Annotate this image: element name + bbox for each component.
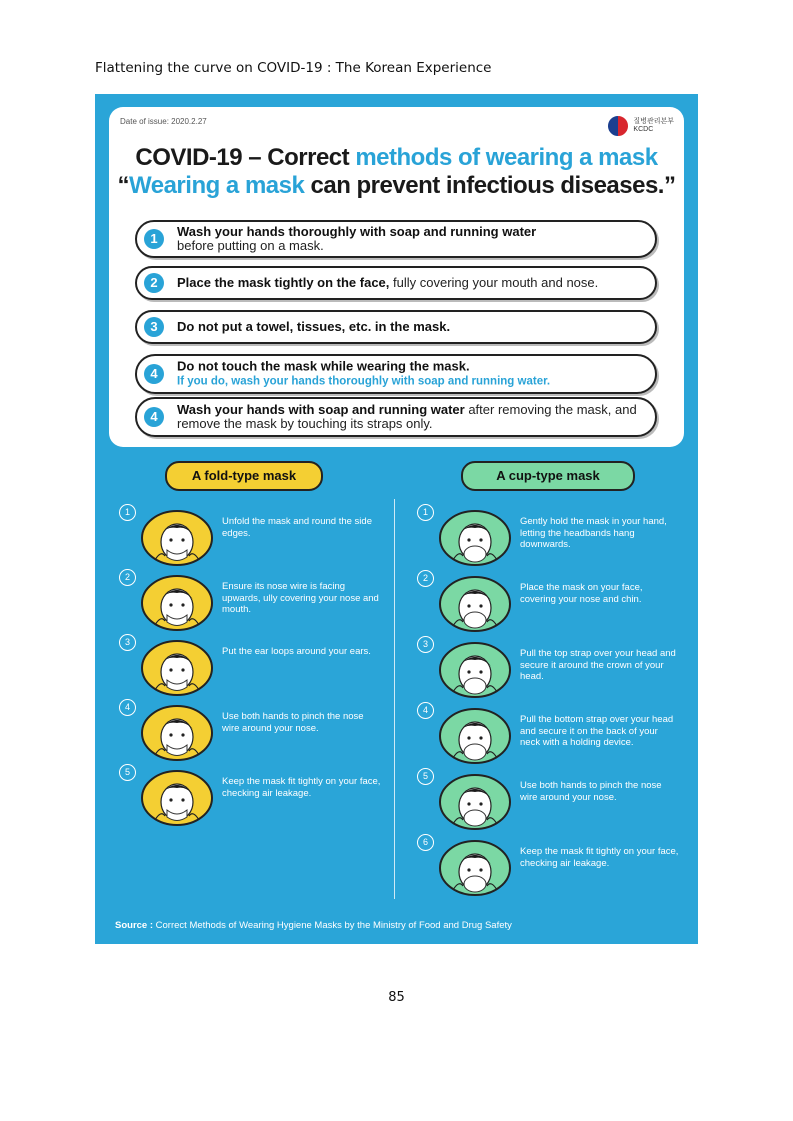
- fold-step-5: [119, 764, 399, 826]
- issue-date: Date of issue: 2020.2.27: [120, 117, 207, 126]
- cup-mask-face-icon: [439, 642, 511, 698]
- step-description: Keep the mask fit tightly on your face, checking air leakage.: [222, 776, 381, 799]
- rules-panel: [109, 107, 684, 447]
- fold-mask-face-icon: [141, 575, 213, 631]
- step-description: Ensure its nose wire is facing upwards, ully covering your nose and mouth.: [222, 581, 379, 615]
- step-number: 3: [119, 634, 136, 651]
- logo-abbr: KCDC: [633, 126, 654, 133]
- step-number: 4: [417, 702, 434, 719]
- cup-mask-face-icon: [439, 840, 511, 896]
- step-number: 2: [119, 569, 136, 586]
- cup-step-6: [417, 834, 697, 896]
- step-number: 2: [417, 570, 434, 587]
- running-header: Flattening the curve on COVID-19 : The Korean Experience: [95, 60, 492, 76]
- cup-mask-face-icon: [439, 576, 511, 632]
- cup-step-2: [417, 570, 697, 632]
- fold-step-4: [119, 699, 399, 761]
- logo-korean: 질병관리본부: [633, 118, 674, 125]
- rule-1: 1 Wash your hands thoroughly with soap and running water before putting on a mask.: [135, 220, 657, 258]
- rule-2: 2 Place the mask tightly on the face, fully covering your mouth and nose.: [135, 266, 657, 300]
- cup-mask-face-icon: [439, 774, 511, 830]
- poster-title: COVID-19 – Correct methods of wearing a mask: [135, 144, 658, 171]
- fold-mask-face-icon: [141, 705, 213, 761]
- fold-mask-face-icon: [141, 770, 213, 826]
- step-number: 3: [417, 636, 434, 653]
- step-description: Pull the bottom strap over your head and secure it on the back of your neck with a holding device.: [520, 714, 674, 748]
- step-number: 6: [417, 834, 434, 851]
- step-number: 1: [417, 504, 434, 521]
- cup-mask-face-icon: [439, 708, 511, 764]
- fold-step-2: [119, 569, 399, 631]
- cup-mask-face-icon: [439, 510, 511, 566]
- step-number: 5: [119, 764, 136, 781]
- mask-poster: [95, 94, 698, 944]
- fold-mask-face-icon: [141, 510, 213, 566]
- step-description: Gently hold the mask in your hand, letting the headbands hang downwards.: [520, 516, 667, 550]
- step-description: Pull the top strap over your head and secure it around the crown of your head.: [520, 648, 676, 682]
- page-number: 85: [388, 990, 405, 1005]
- step-description: Use both hands to pinch the nose wire around your nose.: [222, 711, 364, 734]
- kcdc-logo: [607, 115, 674, 137]
- step-number: 4: [119, 699, 136, 716]
- cup-step-5: [417, 768, 697, 830]
- cup-step-4: [417, 702, 697, 764]
- poster-subtitle: “Wearing a mask can prevent infectious diseases.”: [117, 172, 676, 199]
- step-description: Place the mask on your face, covering your nose and chin.: [520, 582, 643, 605]
- step-description: Unfold the mask and round the side edges.: [222, 516, 372, 539]
- fold-step-3: [119, 634, 399, 696]
- kcdc-logo-icon: [607, 115, 629, 137]
- cup-step-1: [417, 504, 697, 566]
- cup-type-label: A cup-type mask: [461, 461, 635, 491]
- step-number: 5: [417, 768, 434, 785]
- rule-3: 3 Do not put a towel, tissues, etc. in the mask.: [135, 310, 657, 344]
- step-description: Use both hands to pinch the nose wire around your nose.: [520, 780, 662, 803]
- step-description: Put the ear loops around your ears.: [222, 646, 371, 657]
- rule-5: 4 Wash your hands with soap and running water after removing the mask, and remove the mask by touching its straps only.: [135, 397, 657, 437]
- source-note: Source : Correct Methods of Wearing Hygiene Masks by the Ministry of Food and Drug Safety: [115, 920, 512, 931]
- fold-mask-face-icon: [141, 640, 213, 696]
- cup-step-3: [417, 636, 697, 698]
- step-description: Keep the mask fit tightly on your face, checking air leakage.: [520, 846, 679, 869]
- fold-step-1: [119, 504, 399, 566]
- rule-4: 4 Do not touch the mask while wearing the mask. If you do, wash your hands thoroughly with soap and running water.: [135, 354, 657, 394]
- step-number: 1: [119, 504, 136, 521]
- fold-type-label: A fold-type mask: [165, 461, 323, 491]
